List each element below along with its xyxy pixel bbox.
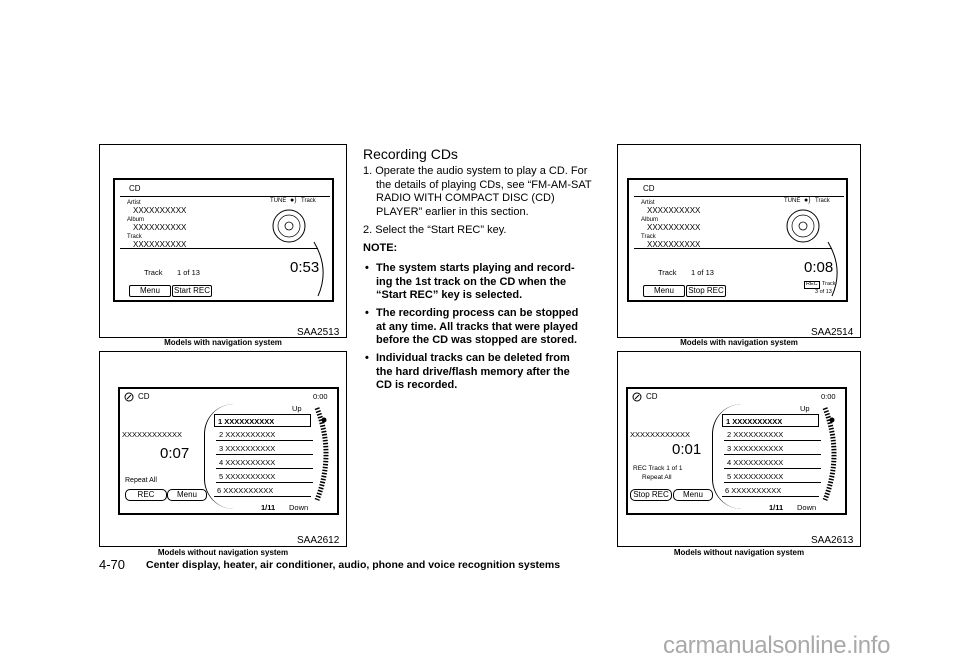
cd-disc-icon (271, 208, 307, 244)
menu-button[interactable]: Menu (167, 489, 207, 501)
screen-title: CD (646, 392, 658, 401)
figure-code: SAA2613 (811, 535, 854, 546)
menu-button[interactable]: Menu (129, 285, 171, 297)
note-line: at any time. All tracks that were played (376, 320, 578, 333)
figure-caption: Models without navigation system (673, 548, 805, 557)
start-rec-button[interactable]: Start REC (173, 286, 210, 295)
figure-no-nav-stop-rec (617, 351, 861, 547)
bullet: • (365, 262, 369, 274)
figure-code: SAA2513 (297, 327, 340, 338)
figure-code: SAA2612 (297, 535, 340, 546)
playback-time: 0:53 (290, 259, 320, 276)
repeat-status: Repeat All (125, 477, 157, 484)
note-1 (363, 262, 601, 303)
track-row[interactable]: 6 XXXXXXXXXX (722, 484, 819, 497)
track-value: XXXXXXXXXX (133, 240, 187, 249)
step-1 (363, 165, 601, 219)
rec-button[interactable]: REC (125, 489, 167, 501)
track-info-label: Track (658, 268, 677, 277)
tune-knob-icon: ●​) (804, 197, 811, 204)
page-indicator: 1/11 (769, 503, 784, 512)
album-label: Album (127, 217, 145, 223)
note-line: ing the 1st track on the CD when the (376, 275, 567, 288)
bullet: • (365, 352, 369, 364)
track-row[interactable]: 1 XXXXXXXXXX (722, 414, 819, 427)
title-divider (120, 196, 330, 197)
track-info-value: 1 of 13 (691, 268, 714, 277)
tune-track-label: Track (815, 198, 830, 204)
disc-name: XXXXXXXXXXXX (630, 430, 691, 439)
footer-title: Center display, heater, air conditioner, audio, phone and voice recognition systems (146, 559, 561, 571)
clock: 0:00 (821, 392, 836, 401)
artist-value: XXXXXXXXXX (647, 206, 701, 215)
info-divider (120, 248, 318, 249)
track-row[interactable]: 3 XXXXXXXXXX (216, 442, 313, 455)
track-row[interactable]: 4 XXXXXXXXXX (724, 456, 821, 469)
rec-badge: REC (806, 281, 818, 287)
screen-title: CD (129, 184, 141, 193)
rec-track-count: 3 of 13 (815, 289, 832, 295)
repeat-status: Repeat All (642, 474, 672, 481)
screen-title: CD (643, 184, 655, 193)
bullet: • (365, 307, 369, 319)
rec-track-label: Track (822, 281, 836, 287)
album-value: XXXXXXXXXX (647, 223, 701, 232)
audio-screen (118, 387, 339, 515)
track-info-value: 1 of 13 (177, 268, 200, 277)
tune-label: TUNE (270, 198, 287, 204)
track-row[interactable]: 5 XXXXXXXXXX (216, 470, 313, 483)
stop-rec-button[interactable]: Stop REC (630, 489, 672, 501)
artist-label: Artist (127, 200, 141, 206)
scroll-arc[interactable] (313, 406, 335, 502)
artist-label: Artist (641, 200, 655, 206)
track-info-label: Track (144, 268, 163, 277)
track-label: Track (641, 234, 656, 240)
track-row[interactable]: 2 XXXXXXXXXX (216, 428, 313, 441)
track-row[interactable]: 4 XXXXXXXXXX (216, 456, 313, 469)
figure-caption: Models with navigation system (680, 338, 798, 347)
audio-screen (626, 387, 847, 515)
info-divider (634, 248, 832, 249)
track-row[interactable]: 1 XXXXXXXXXX (214, 414, 311, 427)
tune-track-label: Track (301, 198, 316, 204)
playback-time: 0:07 (160, 445, 190, 462)
screen-title: CD (138, 392, 150, 401)
page-indicator: 1/11 (261, 503, 276, 512)
note-line: the hard drive/flash memory after the (376, 365, 570, 378)
scroll-arc[interactable] (821, 406, 843, 502)
figure-code: SAA2514 (811, 327, 854, 338)
track-row[interactable]: 2 XXXXXXXXXX (724, 428, 821, 441)
note-label: NOTE: (363, 242, 398, 254)
cd-mode-icon (124, 392, 134, 402)
track-label: Track (127, 234, 142, 240)
rec-track-status: REC Track 1 of 1 (633, 465, 683, 472)
step-2: 2. Select the “Start REC” key. (363, 224, 507, 236)
disc-name: XXXXXXXXXXXX (122, 430, 183, 439)
note-line: CD is recorded. (376, 379, 458, 392)
figure-caption: Models without navigation system (157, 548, 289, 557)
playback-time: 0:01 (672, 441, 702, 458)
note-line: “Start REC” key is selected. (376, 289, 523, 302)
track-row[interactable]: 5 XXXXXXXXXX (724, 470, 821, 483)
figure-caption: Models with navigation system (164, 338, 282, 347)
section-heading: Recording CDs (363, 146, 458, 162)
title-divider (634, 196, 844, 197)
page-number: 4-70 (99, 557, 126, 572)
step-1-line: RADIO WITH COMPACT DISC (CD) (376, 192, 555, 205)
menu-button[interactable]: Menu (643, 285, 685, 297)
up-button[interactable]: Up (292, 404, 302, 413)
cd-disc-icon (785, 208, 821, 244)
playback-time: 0:08 (804, 259, 834, 276)
album-label: Album (641, 217, 659, 223)
watermark: carmanualsonline.info (663, 632, 891, 659)
step-1-line: the details of playing CDs, see “FM-AM-SAT (376, 178, 592, 191)
up-button[interactable]: Up (800, 404, 810, 413)
step-1-line: PLAYER” earlier in this section. (376, 205, 529, 218)
volume-arc (312, 240, 332, 298)
tune-knob-icon: ●​) (290, 197, 297, 204)
artist-value: XXXXXXXXXX (133, 206, 187, 215)
tune-label: TUNE (784, 198, 801, 204)
figure-nav-stop-rec (617, 144, 861, 338)
note-line: The recording process can be stopped (376, 307, 579, 319)
clock: 0:00 (313, 392, 328, 401)
track-row[interactable]: 6 XXXXXXXXXX (214, 484, 311, 497)
track-value: XXXXXXXXXX (647, 240, 701, 249)
note-line: Individual tracks can be deleted from (376, 352, 570, 364)
figure-no-nav-rec (99, 351, 347, 547)
album-value: XXXXXXXXXX (133, 223, 187, 232)
track-row[interactable]: 3 XXXXXXXXXX (724, 442, 821, 455)
cd-mode-icon (632, 392, 642, 402)
step-1-line: 1. Operate the audio system to play a CD. For (363, 165, 588, 177)
nav-screen (113, 178, 334, 302)
figure-nav-start-rec (99, 144, 347, 338)
nav-screen (627, 178, 848, 302)
note-line: before the CD was stopped are stored. (376, 334, 578, 347)
stop-rec-button[interactable]: Stop REC (686, 285, 726, 297)
menu-button[interactable]: Menu (673, 489, 713, 501)
note-2 (363, 307, 601, 348)
down-button[interactable]: Down (289, 503, 309, 512)
note-line: The system starts playing and record- (376, 262, 575, 274)
note-3 (363, 352, 601, 393)
down-button[interactable]: Down (797, 503, 817, 512)
